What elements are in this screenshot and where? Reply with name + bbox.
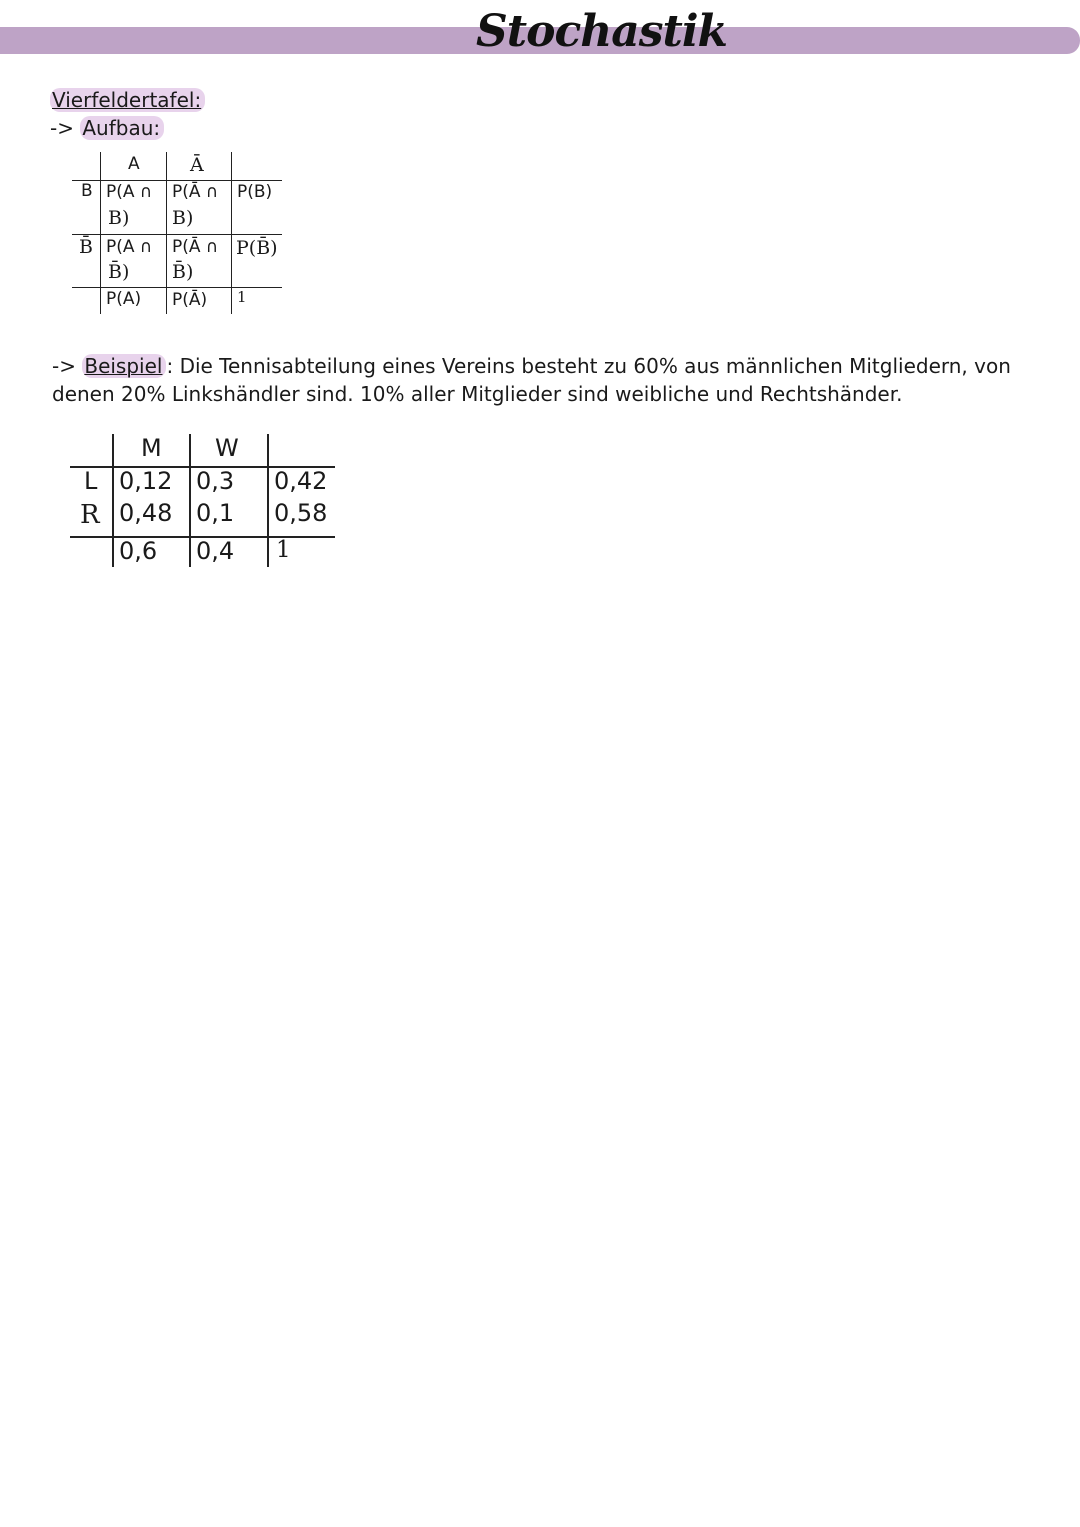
cell-a-bbar-line1: P(A ∩	[106, 237, 153, 257]
total-l: 0,42	[274, 467, 328, 495]
cell-abar-b-line1: P(Ā ∩	[172, 182, 219, 202]
cell-a-bbar-line2: B̄)	[108, 261, 130, 283]
cell-w-r: 0,1	[196, 499, 235, 527]
total-w: 0,4	[196, 537, 235, 565]
table-line	[166, 152, 167, 314]
table-line	[72, 180, 282, 181]
section-heading	[50, 88, 205, 112]
example-label: Beispiel	[82, 354, 166, 378]
structure-label	[50, 116, 164, 140]
total-r: 0,58	[274, 499, 328, 527]
cell-m-l: 0,12	[119, 467, 173, 495]
row-label-r: R	[80, 500, 100, 530]
cell-abar-b-line2: B)	[172, 207, 194, 229]
page-title: Stochastik	[476, 6, 728, 57]
table-line	[189, 434, 191, 567]
total-b-bar: P(B̄)	[236, 237, 278, 259]
total-m: 0,6	[119, 537, 158, 565]
cell-m-r: 0,48	[119, 499, 173, 527]
table-line	[112, 434, 114, 567]
total-a: P(A)	[106, 289, 142, 309]
row-label-l: L	[84, 467, 98, 495]
cell-w-l: 0,3	[196, 467, 235, 495]
table-line	[267, 434, 269, 567]
example-paragraph	[52, 352, 1032, 408]
table-line	[72, 234, 282, 235]
cell-abar-bbar-line1: P(Ā ∩	[172, 237, 219, 257]
table-line	[231, 152, 232, 314]
table-line	[72, 287, 282, 288]
cell-a-b-line1: P(A ∩	[106, 182, 153, 202]
col-header-a-bar: Ā	[190, 154, 204, 176]
total-all-example: 1	[276, 537, 291, 563]
col-header-w: W	[215, 434, 239, 462]
structure-arrow: ->	[50, 116, 74, 140]
total-b: P(B)	[237, 182, 273, 202]
section-heading-text: Vierfeldertafel:	[50, 88, 205, 112]
structure-label-text: Aufbau:	[80, 116, 164, 140]
table-line	[100, 152, 101, 314]
col-header-m: M	[141, 434, 162, 462]
example-text: : Die Tennisabteilung eines Vereins besteht zu 60% aus männlichen Mitgliedern, von denen 20% Linkshändler sind. 10% aller Mitglieder sind weibliche und Rechtshänder.	[52, 354, 1011, 406]
example-arrow: ->	[52, 354, 76, 378]
col-header-a: A	[128, 154, 140, 174]
row-label-b-bar: B̄	[79, 236, 93, 258]
row-label-b: B	[81, 181, 93, 201]
cell-abar-bbar-line2: B̄)	[172, 261, 194, 283]
total-all: 1	[237, 288, 247, 306]
total-a-bar: P(Ā)	[172, 290, 208, 310]
cell-a-b-line2: B)	[108, 207, 130, 229]
